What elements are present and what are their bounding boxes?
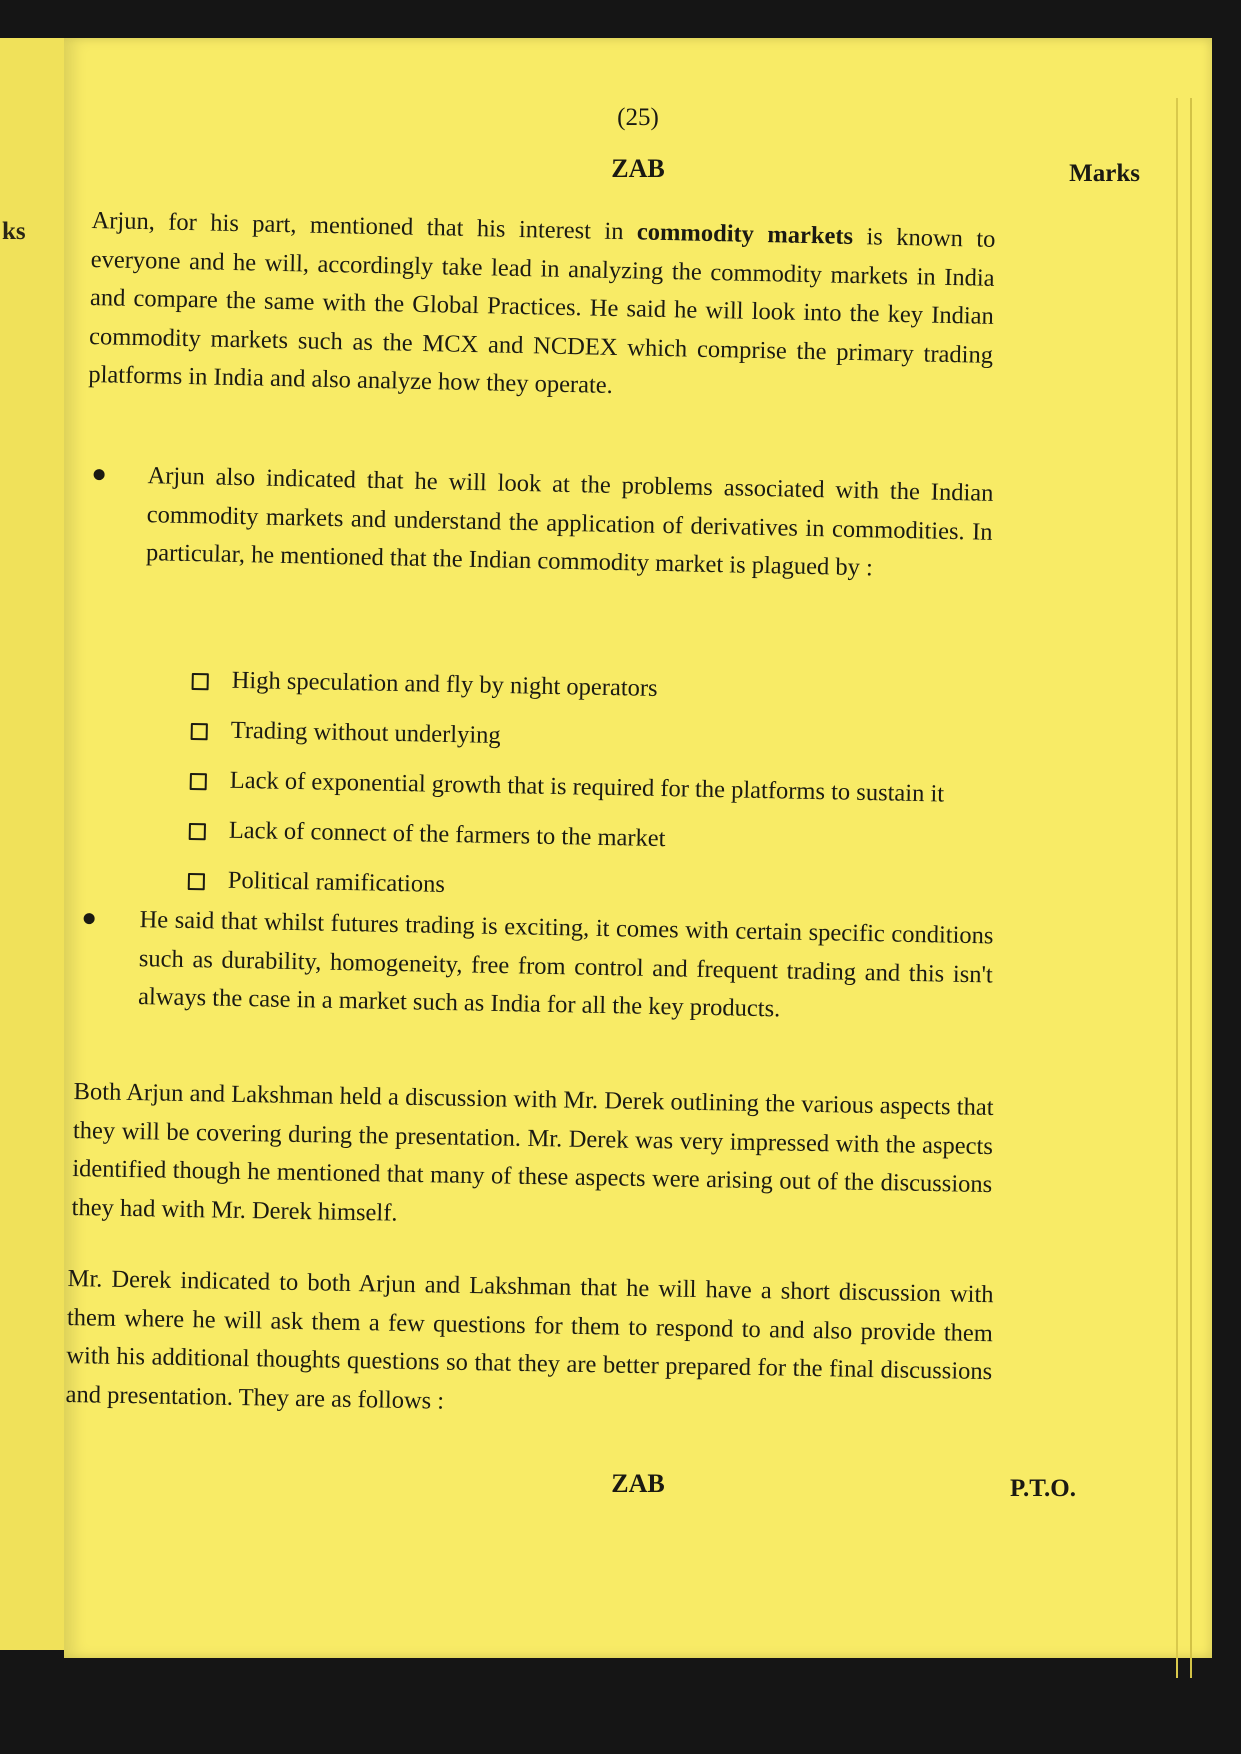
intro-paragraph: Arjun, for his part, mentioned that his interest in commodity markets is known to everyone and he will, accordingly take lead in analyzing the commodity markets in India and compare the same with the Global Practices. He said he will look into the key Indian commodity markets such as the MCX and NCDEX which comprise the primary trading platforms in India and also analyze how they operate. [88,206,996,399]
margin-fragment: ks [2,218,26,245]
paper-code-footer: ZAB [611,1469,665,1498]
bullet-problems [92,456,994,590]
problems-list [187,666,1012,932]
questions-intro-paragraph: Mr. Derek indicated to both Arjun and Lakshman that he will have a short discussion with them where he will ask them a few questions for them to respond to and also provide them with his additional thoughts questions so that they are better prepared for the final discussions and presentation. They are as follows : [65,1264,994,1415]
marks-column-label: Marks [1069,160,1140,187]
list-item: Lack of exponential growth that is required for the platforms to sustain it [189,766,1010,832]
bullet-text: He said that whilst futures trading is exciting, it comes with certain specific conditions such as durability, homogeneity, free from control and frequent trading and this isn't always the case in a market such as India for all the key products. [137,906,994,1023]
discussion-paragraph: Both Arjun and Lakshman held a discussion with Mr. Derek outlining the various aspects that they will be covering during the presentation. Mr. Derek was very impressed with the aspects identified though he mentioned that many of these aspects were arising out of the discussions they had with Mr. Derek himself. [71,1077,994,1227]
checkbox-icon [189,823,206,840]
list-item: Political ramifications [187,866,1008,932]
bullet-dot-icon [93,469,104,480]
checkbox-icon [191,723,208,740]
previous-page-edge [0,38,70,1650]
paper-code-header: ZAB [611,154,665,183]
page-number: (25) [617,104,659,131]
page-stack-edge [1176,98,1192,1678]
commodity-markets-emphasis: commodity markets [636,218,854,250]
bullet-futures [82,900,994,1033]
list-item: Trading without underlying [190,716,1011,782]
list-item: High speculation and fly by night operators [191,666,1012,732]
checkbox-icon [190,773,207,790]
bullet-text: Arjun also indicated that he will look at the problems associated with the Indian commodity markets and understand the application of derivatives in commodities. In particular, he mentioned that the Indian commodity market is plagued by : [145,462,994,582]
list-item: Lack of connect of the farmers to the market [188,816,1009,882]
bullet-dot-icon [84,913,95,924]
checkbox-icon [192,673,209,690]
please-turn-over: P.T.O. [1010,1475,1076,1502]
checkbox-icon [188,873,205,890]
exam-page [64,38,1212,1658]
